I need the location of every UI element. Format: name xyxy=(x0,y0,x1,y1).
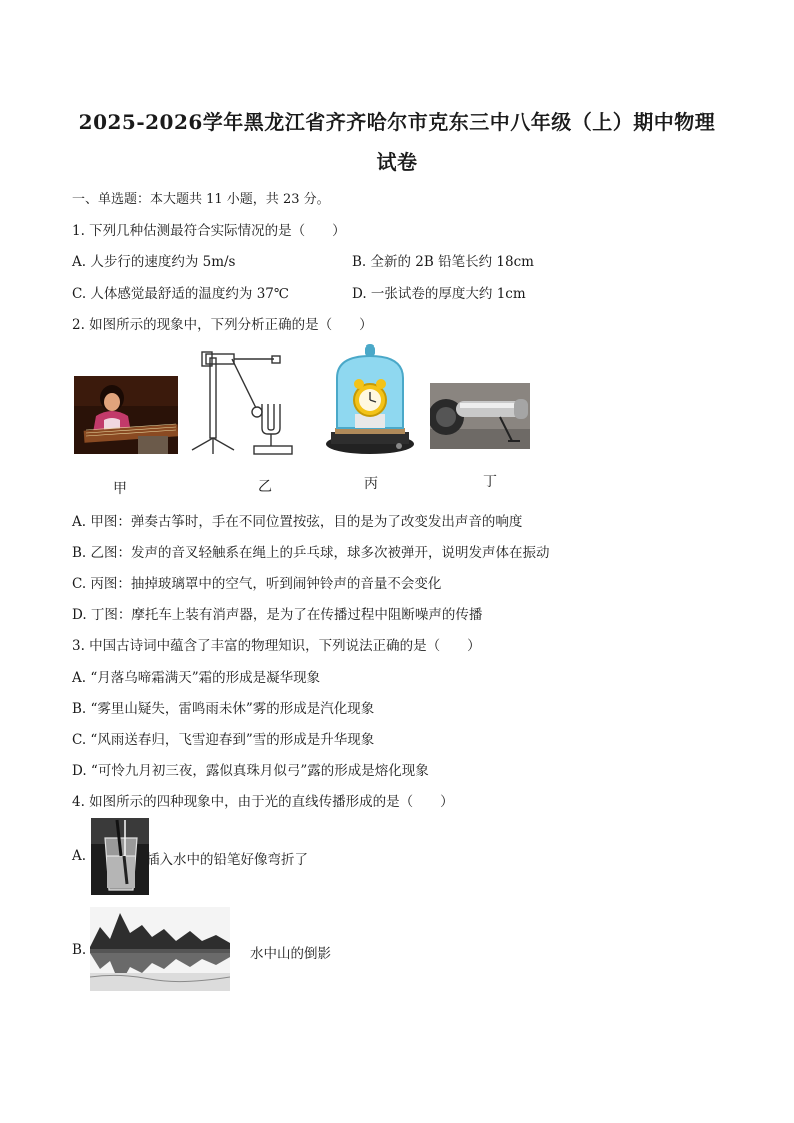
figure-label-yi: 乙 xyxy=(258,479,272,495)
zither-player-image xyxy=(74,376,178,454)
q2-option-b: B. 乙图：发声的音叉轻触系在绳上的乒乓球，球多次被弹开，说明发声体在振动 xyxy=(72,545,550,561)
q4-option-b-letter: B. xyxy=(72,942,87,958)
q2-option-d: D. 丁图：摩托车上装有消声器，是为了在传播过程中阻断噪声的传播 xyxy=(72,607,483,623)
bell-jar-clock-image xyxy=(325,344,415,456)
mountain-reflection-image xyxy=(90,907,230,991)
q2-option-a: A. 甲图：弹奏古筝时，手在不同位置按弦，目的是为了改变发出声音的响度 xyxy=(72,514,523,530)
figure-label-bing: 丙 xyxy=(364,476,378,492)
q2-option-c: C. 丙图：抽掉玻璃罩中的空气，听到闹钟铃声的音量不会变化 xyxy=(72,576,442,592)
figure-label-jia: 甲 xyxy=(113,481,127,497)
q3-option-d: D. “可怜九月初三夜，露似真珠月似弓”露的形成是熔化现象 xyxy=(72,763,429,779)
q3-stem: 3. 中国古诗词中蕴含了丰富的物理知识，下列说法正确的是（ ） xyxy=(72,638,481,654)
q4-option-b-text: 水中山的倒影 xyxy=(250,946,331,962)
q1-stem: 1. 下列几种估测最符合实际情况的是（ ） xyxy=(72,223,346,239)
section-heading: 一、单选题：本大题共 11 小题，共 23 分。 xyxy=(72,192,330,207)
q3-option-c: C. “风雨送春归，飞雪迎春到”雪的形成是升华现象 xyxy=(72,732,375,748)
q1-option-c: C. 人体感觉最舒适的温度约为 37℃ xyxy=(72,286,290,302)
motorcycle-muffler-image xyxy=(430,383,530,449)
q4-option-a-text: 插入水中的铅笔好像弯折了 xyxy=(146,852,308,868)
q2-stem: 2. 如图所示的现象中，下列分析正确的是（ ） xyxy=(72,317,373,333)
q4-stem: 4. 如图所示的四种现象中，由于光的直线传播形成的是（ ） xyxy=(72,794,454,810)
pencil-in-water-image xyxy=(91,818,149,895)
tuning-fork-apparatus-image xyxy=(188,350,300,458)
figure-label-ding: 丁 xyxy=(483,474,497,490)
q1-option-b: B. 全新的 2B 铅笔长约 18cm xyxy=(352,254,534,270)
exam-title-line2: 试卷 xyxy=(376,150,418,174)
q3-option-b: B. “雾里山疑失，雷鸣雨未休”雾的形成是汽化现象 xyxy=(72,701,375,717)
q4-option-a-letter: A. xyxy=(72,848,87,864)
q1-option-d: D. 一张试卷的厚度大约 1cm xyxy=(352,286,526,302)
q3-option-a: A. “月落乌啼霜满天”霜的形成是凝华现象 xyxy=(72,670,321,686)
q1-option-a: A. 人步行的速度约为 5m/s xyxy=(72,254,236,270)
exam-title-line1: 2025-2026学年黑龙江省齐齐哈尔市克东三中八年级（上）期中物理 xyxy=(78,110,716,134)
